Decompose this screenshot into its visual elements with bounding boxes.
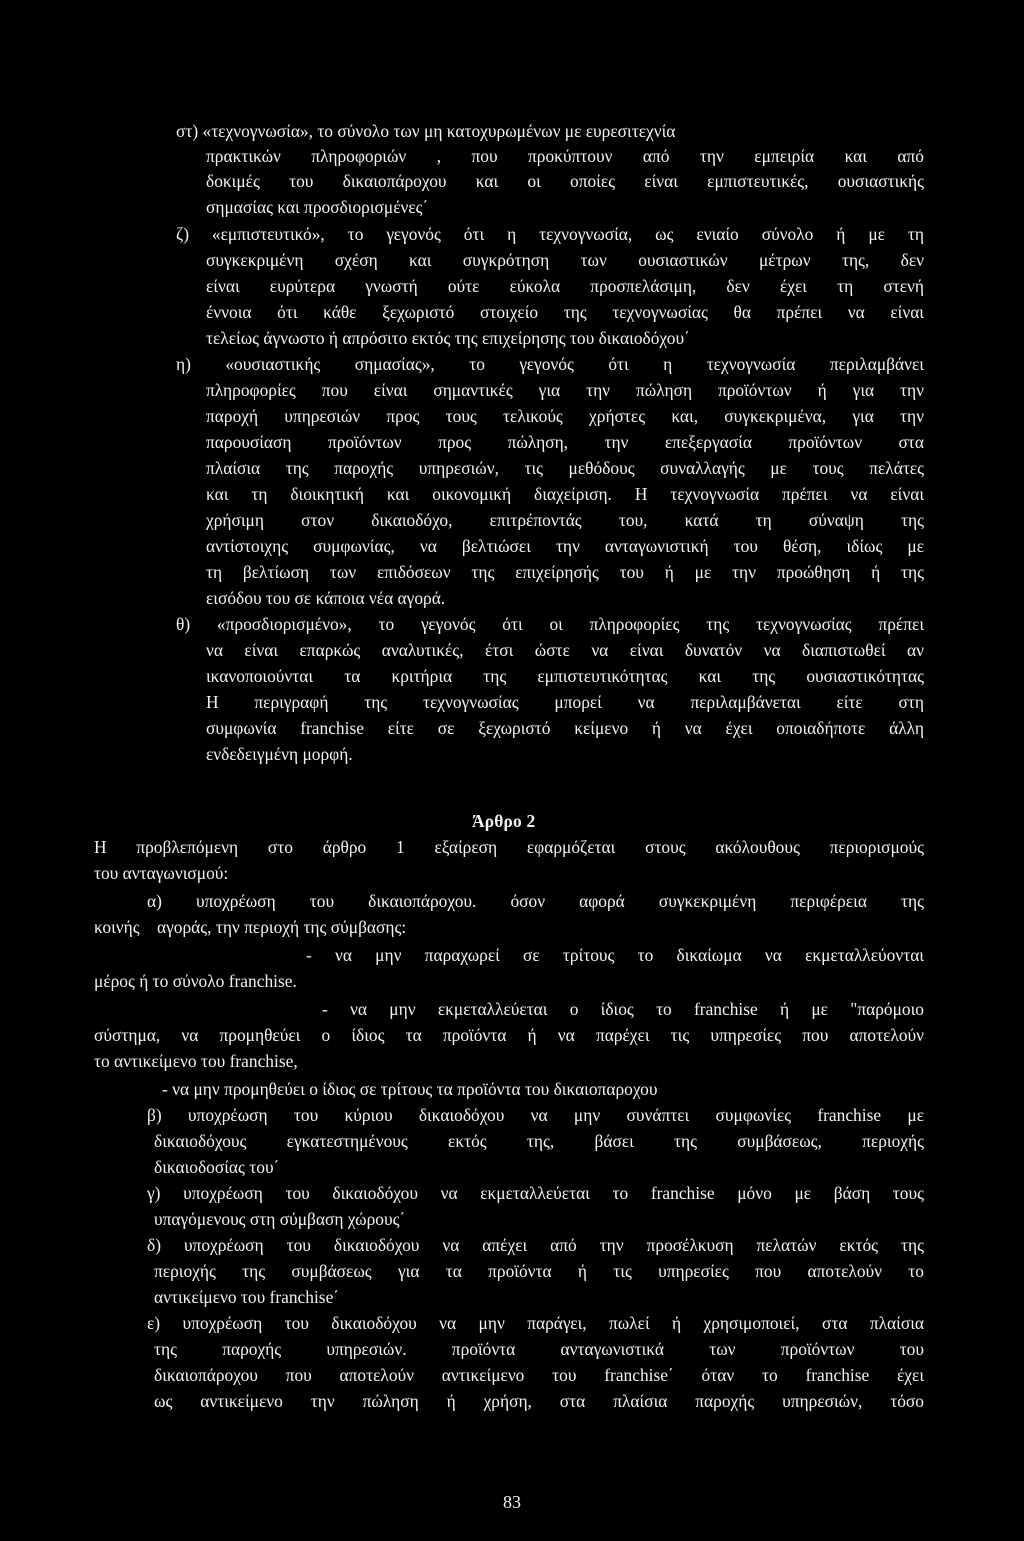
text-line: σημασίας και προσδιορισμένες΄ [206,197,429,217]
text-line: χρήσιμη στον δικαιοδόχο, επιτρέποντάς του, κατά τη σύναψη της [206,510,924,530]
text-line: - να μην προμηθεύει ο ίδιος σε τρίτους τα προϊόντα του δικαιοπαροχου [162,1079,658,1099]
text-line: παροχή υπηρεσιών προς τους τελικούς χρήστες και, συγκεκριμένα, για την [206,406,924,426]
text-line: θ) «προσδιορισμένο», το γεγονός ότι οι πληροφορίες της τεχνογνωσίας πρέπει [176,614,924,634]
text-line: γ) υποχρέωση του δικαιοδόχου να εκμεταλλεύεται το franchise μόνο με βάση τους [147,1183,924,1203]
text-line: της παροχής υπηρεσιών. προϊόντα ανταγωνιστικά των προϊόντων του [154,1339,924,1359]
text-line: πρακτικών πληροφοριών , που προκύπτουν από την εμπειρία και από [206,146,924,166]
text-line: δικαιοδοσίας του΄ [154,1157,280,1177]
text-line: αντικείμενο του franchise΄ [154,1287,340,1307]
text-line: πλαίσια της παροχής υπηρεσιών, τις μεθόδους συναλλαγής με τους πελάτες [206,458,924,478]
text-line: τη βελτίωση των επιδόσεων της επιχείρησής του ή με την προώθηση ή της [206,562,924,582]
text-line: τελείως άγνωστο ή απρόσιτο εκτός της επιχείρησης του δικαιοδόχου΄ [206,328,690,348]
text-line: συγκεκριμένη σχέση και συγκρότηση των ουσιαστικών μέτρων της, δεν [206,250,924,270]
text-line: δικαιοπάροχου που αποτελούν αντικείμενο του franchise΄ όταν το franchise έχει [154,1365,924,1385]
text-line: - να μην παραχωρεί σε τρίτους το δικαίωμα να εκμεταλλεύονται [306,945,924,965]
text-line: να είναι επαρκώς αναλυτικές, έτσι ώστε να είναι δυνατόν να διαπιστωθεί αν [206,640,924,660]
text-line: Η προβλεπόμενη στο άρθρο 1 εξαίρεση εφαρμόζεται στους ακόλουθους περιορισμούς [94,837,924,857]
text-line: πληροφορίες που είναι σημαντικές για την πώληση προϊόντων ή για την [206,380,924,400]
text-line: δοκιμές του δικαιοπάροχου και οι οποίες είναι εμπιστευτικές, ουσιαστικής [206,171,924,191]
text-line: είναι ευρύτερα γνωστή ούτε εύκολα προσπελάσιμη, δεν έχει τη στενή [206,276,924,296]
text-line: δικαιοδόχους εγκατεστημένους εκτός της, βάσει της συμβάσεως, περιοχής [154,1131,924,1151]
text-line: δ) υποχρέωση του δικαιοδόχου να απέχει από την προσέλκυση πελατών εκτός της [147,1235,924,1255]
text-line: και τη διοικητική και οικονομική διαχείριση. Η τεχνογνωσία πρέπει να είναι [206,484,924,504]
text-line: περιοχής της συμβάσεως για τα προϊόντα ή τις υπηρεσίες που αποτελούν το [154,1261,924,1281]
text-line: ενδεδειγμένη μορφή. [206,744,353,764]
text-line: μέρος ή το σύνολο franchise. [94,971,297,991]
text-line: του ανταγωνισμού: [94,863,229,883]
text-line: ζ) «εμπιστευτικό», το γεγονός ότι η τεχνογνωσία, ως ενιαίο σύνολο ή με τη [176,224,924,244]
text-line: - να μην εκμεταλλεύεται ο ίδιος το franchise ή με "παρόμοιο [322,999,924,1019]
text-line: ως αντικείμενο την πώληση ή χρήση, στα πλαίσια παροχής υπηρεσιών, τόσο [154,1391,924,1411]
text-line: α) υποχρέωση του δικαιοπάροχου. όσον αφορά συγκεκριμένη περιφέρεια της [147,891,924,911]
text-line: η) «ουσιαστικής σημασίας», το γεγονός ότι η τεχνογνωσία περιλαμβάνει [176,354,924,374]
text-line: ε) υποχρέωση του δικαιοδόχου να μην παράγει, πωλεί ή χρησιμοποιεί, στα πλαίσια [147,1313,924,1333]
text-line: έννοια ότι κάθε ξεχωριστό στοιχείο της τεχνογνωσίας θα πρέπει να είναι [206,302,924,322]
text-line: υπαγόμενους στη σύμβαση χώρους΄ [154,1209,406,1229]
text-line: σύστημα, να προμηθεύει ο ίδιος τα προϊόντα ή να παρέχει τις υπηρεσίες που αποτελούν [94,1025,924,1045]
text-line: Η περιγραφή της τεχνογνωσίας μπορεί να περιλαμβάνεται είτε στη [206,692,924,712]
text-line: το αντικείμενο του franchise, [94,1051,298,1071]
text-line: εισόδου του σε κάποια νέα αγορά. [206,588,446,608]
text-line: ικανοποιούνται τα κριτήρια της εμπιστευτικότητας και της ουσιαστικότητας [206,666,924,686]
text-line: παρουσίαση προϊόντων προς πώληση, την επεξεργασία προϊόντων στα [206,432,924,452]
text-line: β) υποχρέωση του κύριου δικαιοδόχου να μην συνάπτει συμφωνίες franchise με [147,1105,924,1125]
article-heading: Άρθρο 2 [472,811,536,831]
text-line: αντίστοιχης συμφωνίας, να βελτιώσει την ανταγωνιστική του θέση, ιδίως με [206,536,924,556]
text-line: στ) «τεχνογνωσία», το σύνολο των μη κατοχυρωμένων με ευρεσιτεχνία [176,121,676,141]
text-line: κοινής αγοράς, την περιοχή της σύμβασης: [94,917,407,937]
text-line: συμφωνία franchise είτε σε ξεχωριστό κείμενο ή να έχει οποιαδήποτε άλλη [206,718,924,738]
page-number: 83 [503,1492,521,1512]
